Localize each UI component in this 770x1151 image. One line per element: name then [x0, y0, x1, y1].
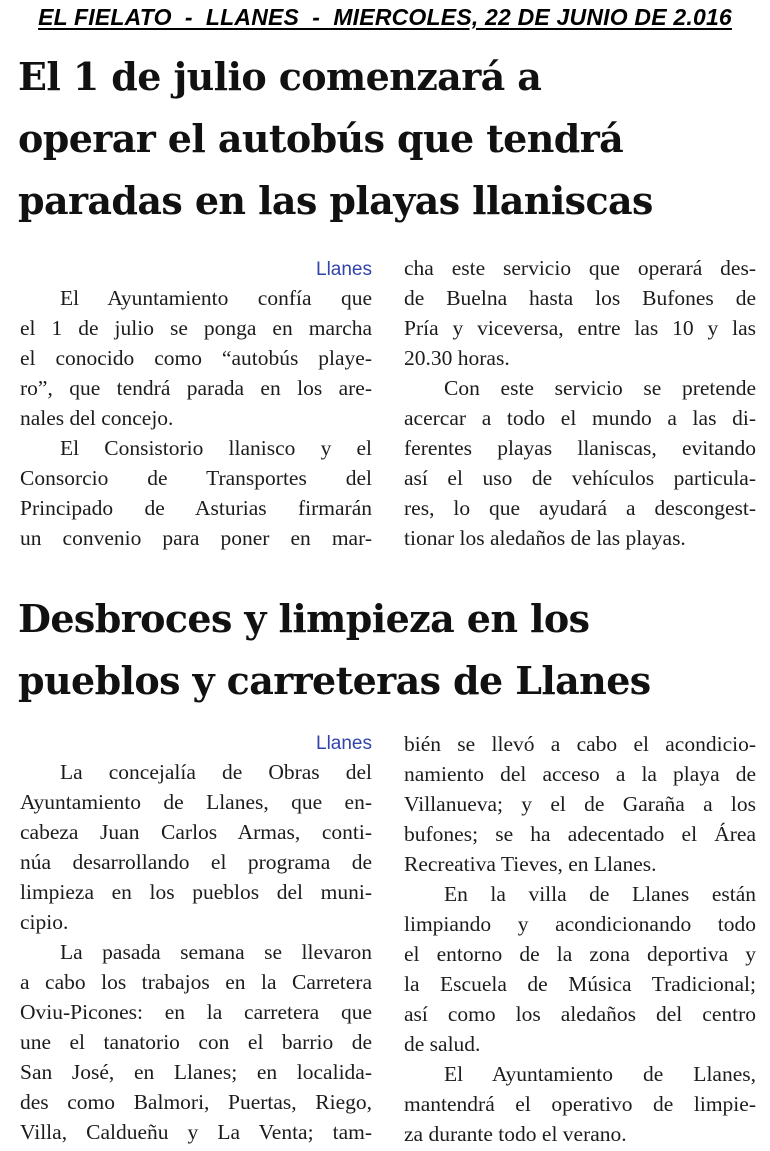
text-line: bién se llevó a cabo el acondicio-	[404, 732, 756, 756]
text-line: de salud.	[404, 1032, 481, 1056]
article2-headline-line: Desbroces y limpieza en los	[18, 596, 590, 641]
article1-right-column	[404, 253, 756, 553]
text-line: La pasada semana se llevaron	[60, 940, 372, 964]
article2-right-column	[404, 729, 756, 1149]
article2-right-text	[404, 729, 756, 1149]
article2-headline	[18, 588, 758, 712]
text-line: limpiando y acondicionando todo	[404, 912, 756, 936]
text-line: Consorcio de Transportes del	[20, 466, 372, 490]
text-line: En la villa de Llanes están	[444, 882, 756, 906]
text-line: el conocido como “autobús playe-	[20, 346, 372, 370]
text-line: limpieza en los pueblos del muni-	[20, 880, 372, 904]
text-line: res, lo que ayudará a descongest-	[404, 496, 756, 520]
text-line: acercar a todo el mundo a las di-	[404, 406, 756, 430]
text-line: El Consistorio llanisco y el	[60, 436, 372, 460]
article2-headline-line: pueblos y carreteras de Llanes	[18, 658, 651, 703]
article1-headline-line: paradas en las playas llaniscas	[18, 178, 653, 223]
text-line: La concejalía de Obras del	[60, 760, 372, 784]
text-line: Pría y viceversa, entre las 10 y las	[404, 316, 756, 340]
text-line: une el tanatorio con el barrio de	[20, 1030, 372, 1054]
text-line: namiento del acceso a la playa de	[404, 762, 756, 786]
text-line: el entorno de la zona deportiva y	[404, 942, 756, 966]
text-line: así como los aledaños del centro	[404, 1002, 756, 1026]
text-line: mantendrá el operativo de limpie-	[404, 1092, 756, 1116]
text-line: des como Balmori, Puertas, Riego,	[20, 1090, 372, 1114]
text-line: de Buelna hasta los Bufones de	[404, 286, 756, 310]
text-line: ferentes playas llaniscas, evitando	[404, 436, 756, 460]
article1-left-column	[20, 257, 372, 553]
text-line: núa desarrollando el programa de	[20, 850, 372, 874]
text-line: San José, en Llanes; en localida-	[20, 1060, 372, 1084]
text-line: así el uso de vehículos particula-	[404, 466, 756, 490]
text-line: cha este servicio que operará des-	[404, 256, 756, 280]
article1-left-text	[20, 283, 372, 553]
text-line: El Ayuntamiento de Llanes,	[444, 1062, 756, 1086]
article2-byline: Llanes	[316, 733, 372, 754]
text-line: tionar los aledaños de las playas.	[404, 526, 686, 550]
text-line: cipio.	[20, 910, 69, 934]
article1-headline	[18, 46, 758, 232]
text-line: Principado de Asturias firmarán	[20, 496, 372, 520]
text-line: un convenio para poner en mar-	[20, 526, 372, 550]
text-line: a cabo los trabajos en la Carretera	[20, 970, 372, 994]
text-line: la Escuela de Música Tradicional;	[404, 972, 756, 996]
article2-left-column	[20, 731, 372, 1147]
text-line: Villa, Caldueñu y La Venta; tam-	[20, 1120, 372, 1144]
text-line: Recreativa Tieves, en Llanes.	[404, 852, 657, 876]
text-line: El Ayuntamiento confía que	[60, 286, 372, 310]
article1-headline-line: operar el autobús que tendrá	[18, 116, 624, 161]
text-line: Villanueva; y el de Garaña a los	[404, 792, 756, 816]
text-line: ro”, que tendrá parada en los are-	[20, 376, 372, 400]
text-line: nales del concejo.	[20, 406, 174, 430]
article1-byline: Llanes	[316, 259, 372, 280]
article1-headline-line: El 1 de julio comenzará a	[18, 54, 542, 99]
text-line: 20.30 horas.	[404, 346, 510, 370]
text-line: Con este servicio se pretende	[444, 376, 756, 400]
text-line: cabeza Juan Carlos Armas, conti-	[20, 820, 372, 844]
text-line: el 1 de julio se ponga en marcha	[20, 316, 372, 340]
text-line: Ayuntamiento de Llanes, que en-	[20, 790, 372, 814]
text-line: bufones; se ha adecentado el Área	[404, 822, 756, 846]
newspaper-header	[0, 4, 770, 40]
article2-left-text	[20, 757, 372, 1147]
text-line: za durante todo el verano.	[404, 1122, 627, 1146]
article1-right-text	[404, 253, 756, 553]
header-text: EL FIELATO - LLANES - MIERCOLES, 22 DE JUNIO DE 2.016	[38, 4, 732, 30]
text-line: Oviu-Picones: en la carretera que	[20, 1000, 372, 1024]
